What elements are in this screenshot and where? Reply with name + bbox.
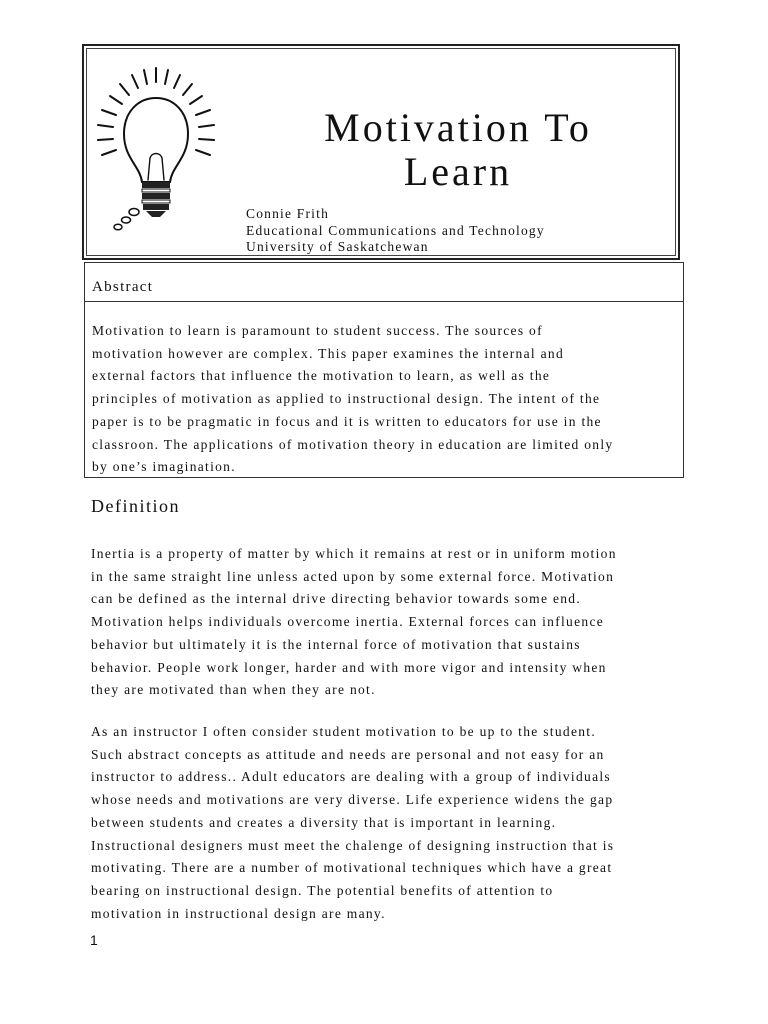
paragraph-line: in the same straight line unless acted upon by some external force. Motivation <box>91 568 615 584</box>
paragraph-line: motivation in instructional design are many. <box>91 905 386 921</box>
title-line: Learn <box>403 149 513 194</box>
title-box <box>82 44 680 260</box>
document-title <box>284 106 632 194</box>
paragraph-line: motivating. There are a number of motivational techniques which have a great <box>91 860 613 876</box>
abstract-divider <box>85 301 683 302</box>
paragraph-line: Such abstract concepts as attitude and needs are personal and not easy for an <box>91 746 605 762</box>
abstract-box <box>84 262 684 478</box>
paragraph-line: As an instructor I often consider student motivation to be up to the student. <box>91 724 597 739</box>
abstract-text <box>92 320 678 479</box>
paragraph-line: Instructional designers must meet the chalenge of designing instruction that is <box>91 837 615 853</box>
paragraph-line: can be defined as the internal drive directing behavior towards some end. <box>91 591 582 607</box>
title-line: Motivation To <box>324 105 592 150</box>
abstract-line: motivation however are complex. This paper examines the internal and <box>92 345 565 361</box>
paragraph-line: whose needs and motivations are very diverse. Life experience widens the gap <box>91 792 614 808</box>
paragraph-line: instructor to address.. Adult educators are dealing with a group of individuals <box>91 769 611 785</box>
lightbulb-icon <box>90 62 230 232</box>
paragraph <box>91 543 691 702</box>
section-heading-definition: Definition <box>91 496 180 516</box>
author-name: Connie Frith <box>246 206 330 221</box>
paragraph <box>91 721 691 925</box>
abstract-line: external factors that influence the motivation to learn, as well as the <box>92 368 551 384</box>
author-block <box>246 206 545 256</box>
author-university: University of Saskatchewan <box>246 239 429 254</box>
abstract-line: paper is to be pragmatic in focus and it is written to educators for use in the <box>92 413 602 429</box>
abstract-heading: Abstract <box>92 279 154 295</box>
paragraph-line: between students and creates a diversity that is important in learning. <box>91 814 557 830</box>
abstract-line: by one’s imagination. <box>92 459 236 475</box>
paragraph-line: they are motivated than when they are not. <box>91 682 376 698</box>
author-department: Educational Communications and Technology <box>246 222 545 238</box>
paragraph-line: behavior. People work longer, harder and with more vigor and intensity when <box>91 659 607 675</box>
abstract-line: Motivation to learn is paramount to student success. The sources of <box>92 323 543 338</box>
paragraph-line: Inertia is a property of matter by which it remains at rest or in uniform motion <box>91 546 617 561</box>
abstract-line: classroon. The applications of motivation theory in education are limited only <box>92 436 614 452</box>
paragraph-line: bearing on instructional design. The potential benefits of attention to <box>91 882 554 898</box>
paragraph-line: behavior but ultimately it is the internal force of motivation that sustains <box>91 636 581 652</box>
abstract-line: principles of motivation as applied to instructional design. The intent of the <box>92 391 601 407</box>
page-number: 1 <box>90 932 98 948</box>
paragraph-line: Motivation helps individuals overcome inertia. External forces can influence <box>91 614 605 630</box>
